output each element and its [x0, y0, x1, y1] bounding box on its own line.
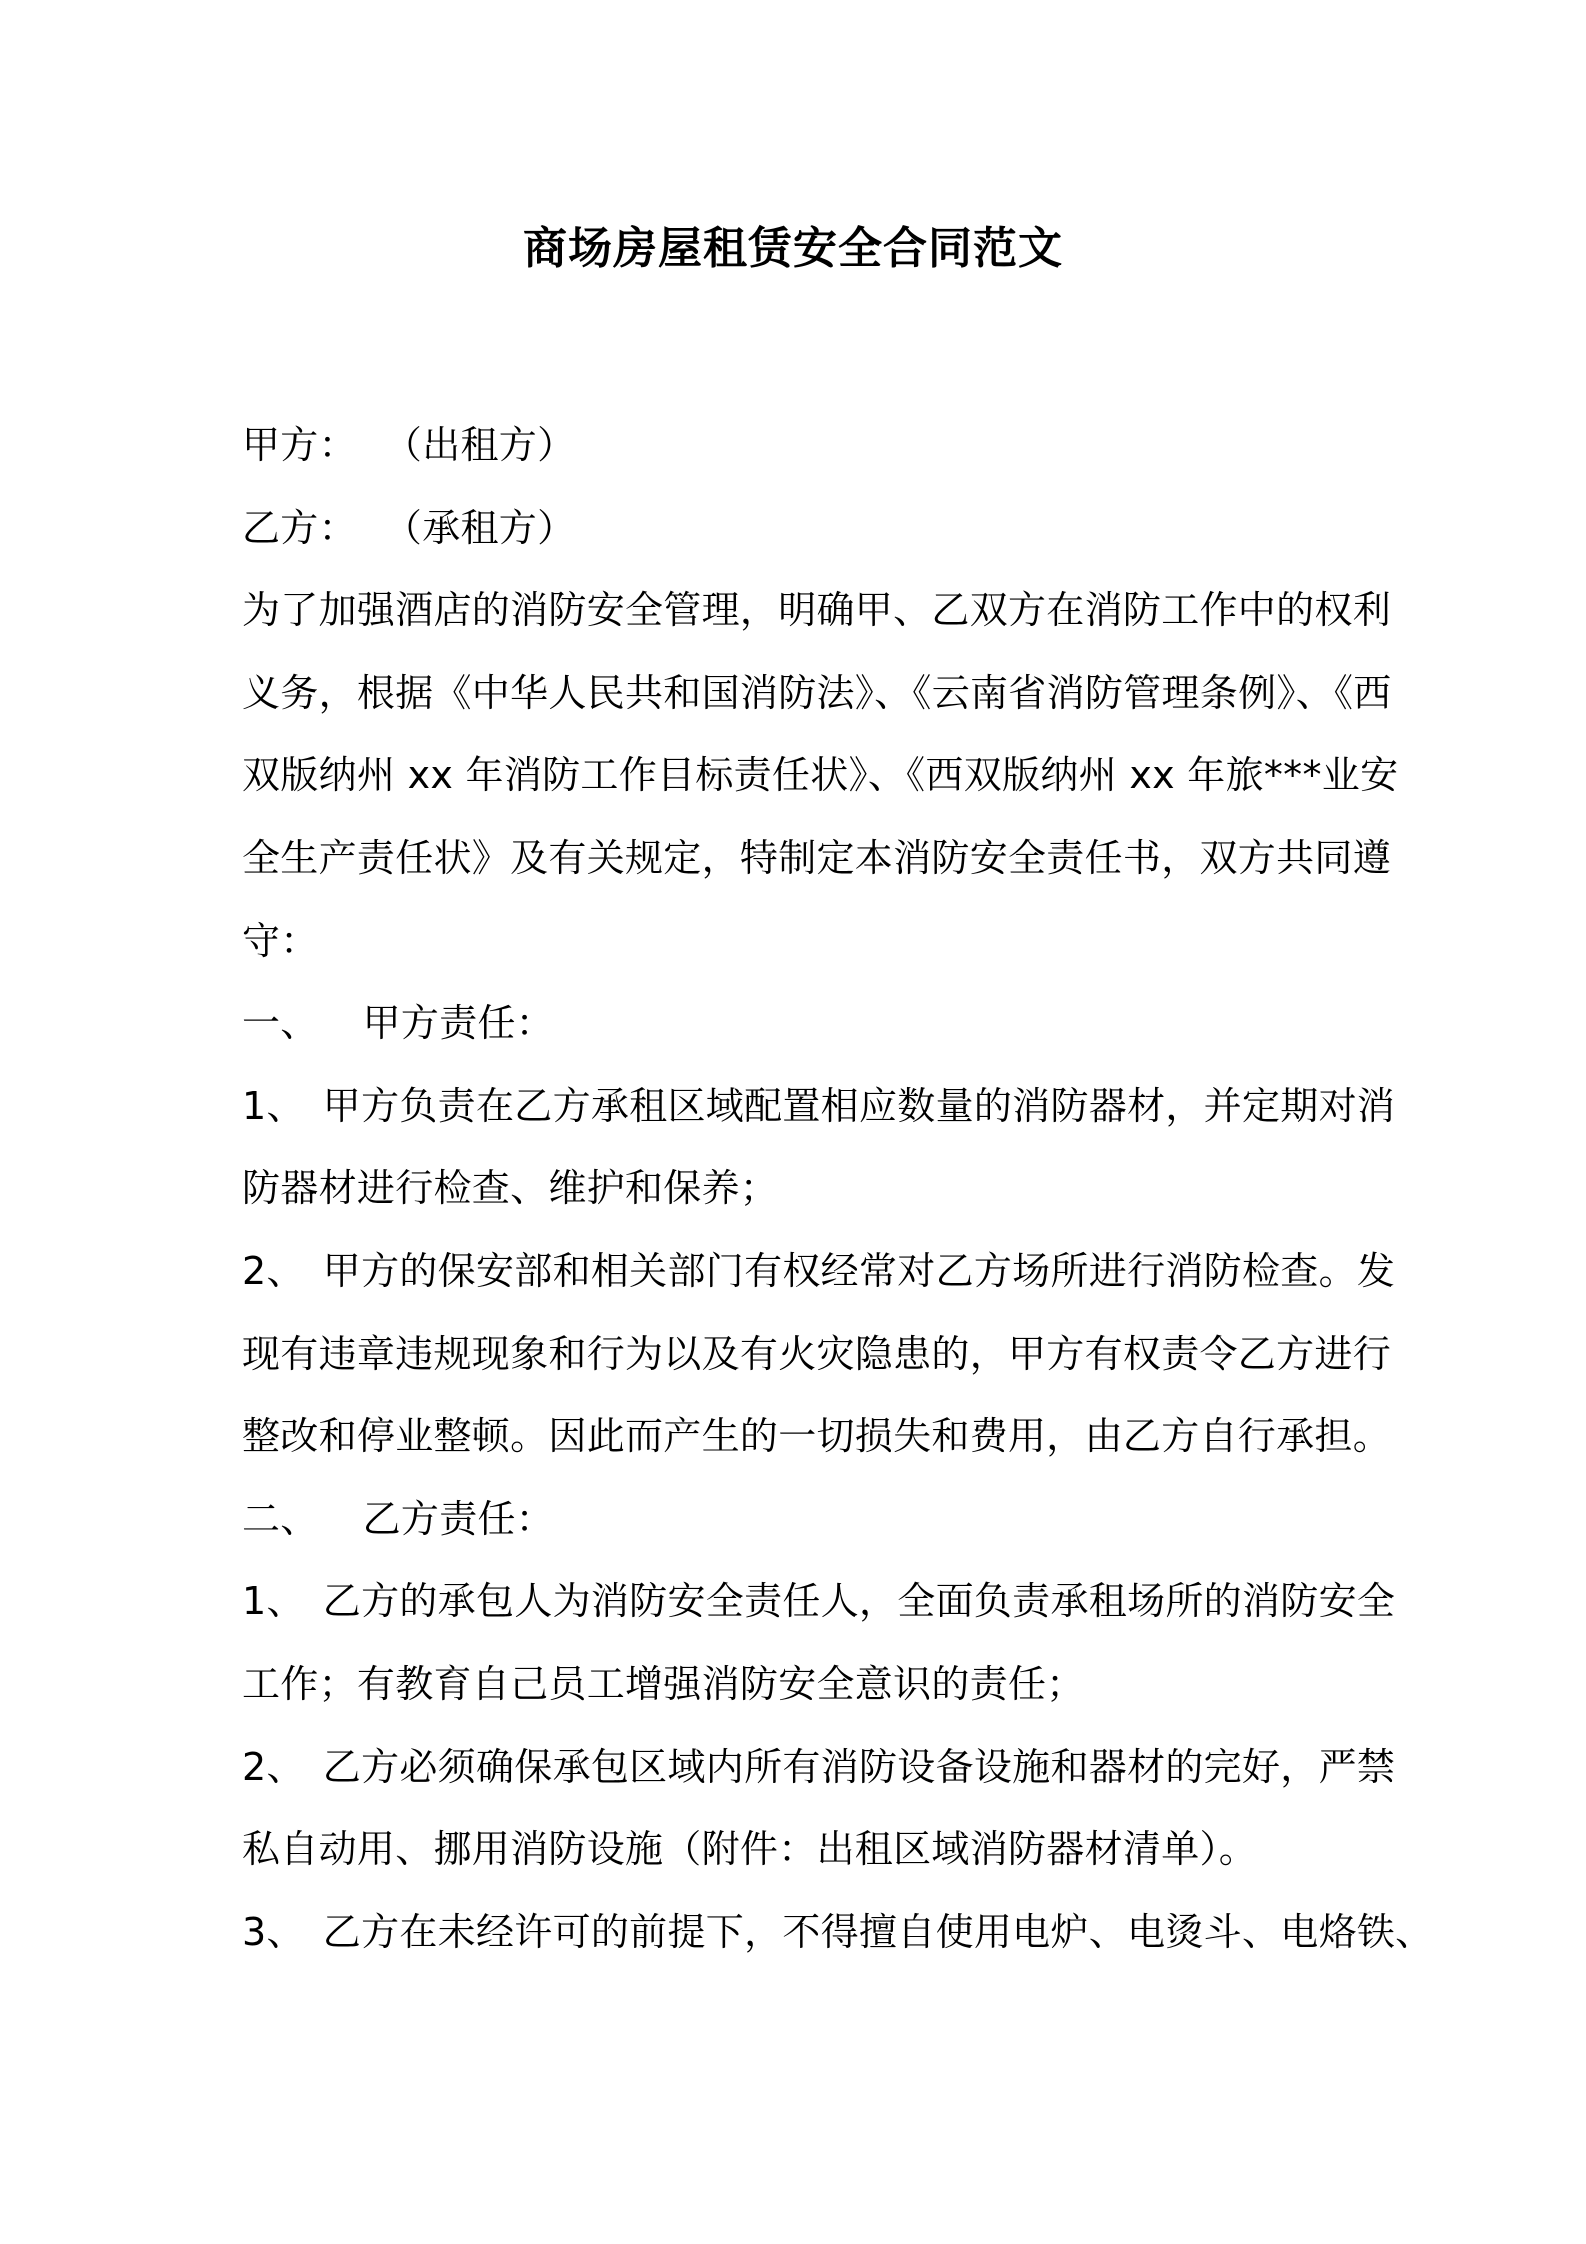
- section-2-item-3: [242, 1891, 1434, 1974]
- section-1-name: 甲方责任：: [362, 1001, 555, 1046]
- item-number: 2、: [242, 1248, 305, 1293]
- item-text: 乙方必须确保承包区域内所有消防设备设施和器材的完好，严禁: [322, 1744, 1396, 1789]
- item-number: 1、: [242, 1083, 305, 1128]
- section-2-name: 乙方责任：: [362, 1496, 555, 1541]
- party-b-label: 乙方：: [242, 505, 357, 550]
- party-b-role: （承租方）: [402, 505, 576, 550]
- section-2-item-2: [242, 1726, 1396, 1809]
- section-2-item-1: [242, 1560, 1396, 1643]
- party-a-line: [242, 404, 1362, 487]
- section-2-item-1-continuation: 工作；有教育自己员工增强消防安全意识的责任；: [242, 1661, 1085, 1706]
- party-a-label: 甲方：: [242, 423, 357, 467]
- section-2-heading: [242, 1478, 1362, 1561]
- preamble-line: 义务，根据《中华人民共和国消防法》、《云南省消防管理条例》、《西: [242, 670, 1392, 715]
- section-2-number: 二、: [242, 1496, 319, 1541]
- section-1-number: 一、: [242, 1001, 319, 1046]
- item-text: 甲方的保安部和相关部门有权经常对乙方场所进行消防检查。发: [322, 1248, 1396, 1293]
- item-number: 1、: [242, 1579, 305, 1624]
- item-text: 乙方的承包人为消防安全责任人，全面负责承租场所的消防安全: [322, 1579, 1396, 1624]
- preamble-line: 守：: [242, 918, 319, 963]
- item-number: 2、: [242, 1744, 305, 1789]
- section-1-item-2-continuation: 现有违章违规现象和行为以及有火灾隐患的，甲方有权责令乙方进行: [242, 1331, 1392, 1376]
- preamble-line: 双版纳州 xx 年消防工作目标责任状》、《西双版纳州 xx 年旅***业安: [242, 753, 1399, 798]
- item-text: 乙方在未经许可的前提下，不得擅自使用电炉、电烫斗、电烙铁、: [322, 1909, 1434, 1954]
- section-1-item-1-continuation: 防器材进行检查、维护和保养；: [242, 1166, 779, 1211]
- party-b-line: [242, 487, 1362, 570]
- section-1-item-1: [242, 1065, 1396, 1148]
- item-number: 3、: [242, 1909, 305, 1954]
- section-1-item-2-continuation: 整改和停业整顿。因此而产生的一切损失和费用，由乙方自行承担。: [242, 1414, 1392, 1459]
- preamble-line: 为了加强酒店的消防安全管理，明确甲、乙双方在消防工作中的权利: [242, 588, 1392, 633]
- section-1-item-2: [242, 1230, 1396, 1313]
- party-a-role: （出租方）: [402, 423, 576, 467]
- section-1-heading: [242, 982, 1362, 1065]
- section-2-item-2-continuation: 私自动用、挪用消防设施（附件：出租区域消防器材清单）。: [242, 1827, 1258, 1872]
- document-body: [242, 404, 1434, 1973]
- preamble-line: 全生产责任状》及有关规定，特制定本消防安全责任书，双方共同遵: [242, 835, 1392, 880]
- item-text: 甲方负责在乙方承租区域配置相应数量的消防器材，并定期对消: [322, 1083, 1396, 1128]
- document-title: 商场房屋租赁安全合同范文: [523, 223, 1063, 274]
